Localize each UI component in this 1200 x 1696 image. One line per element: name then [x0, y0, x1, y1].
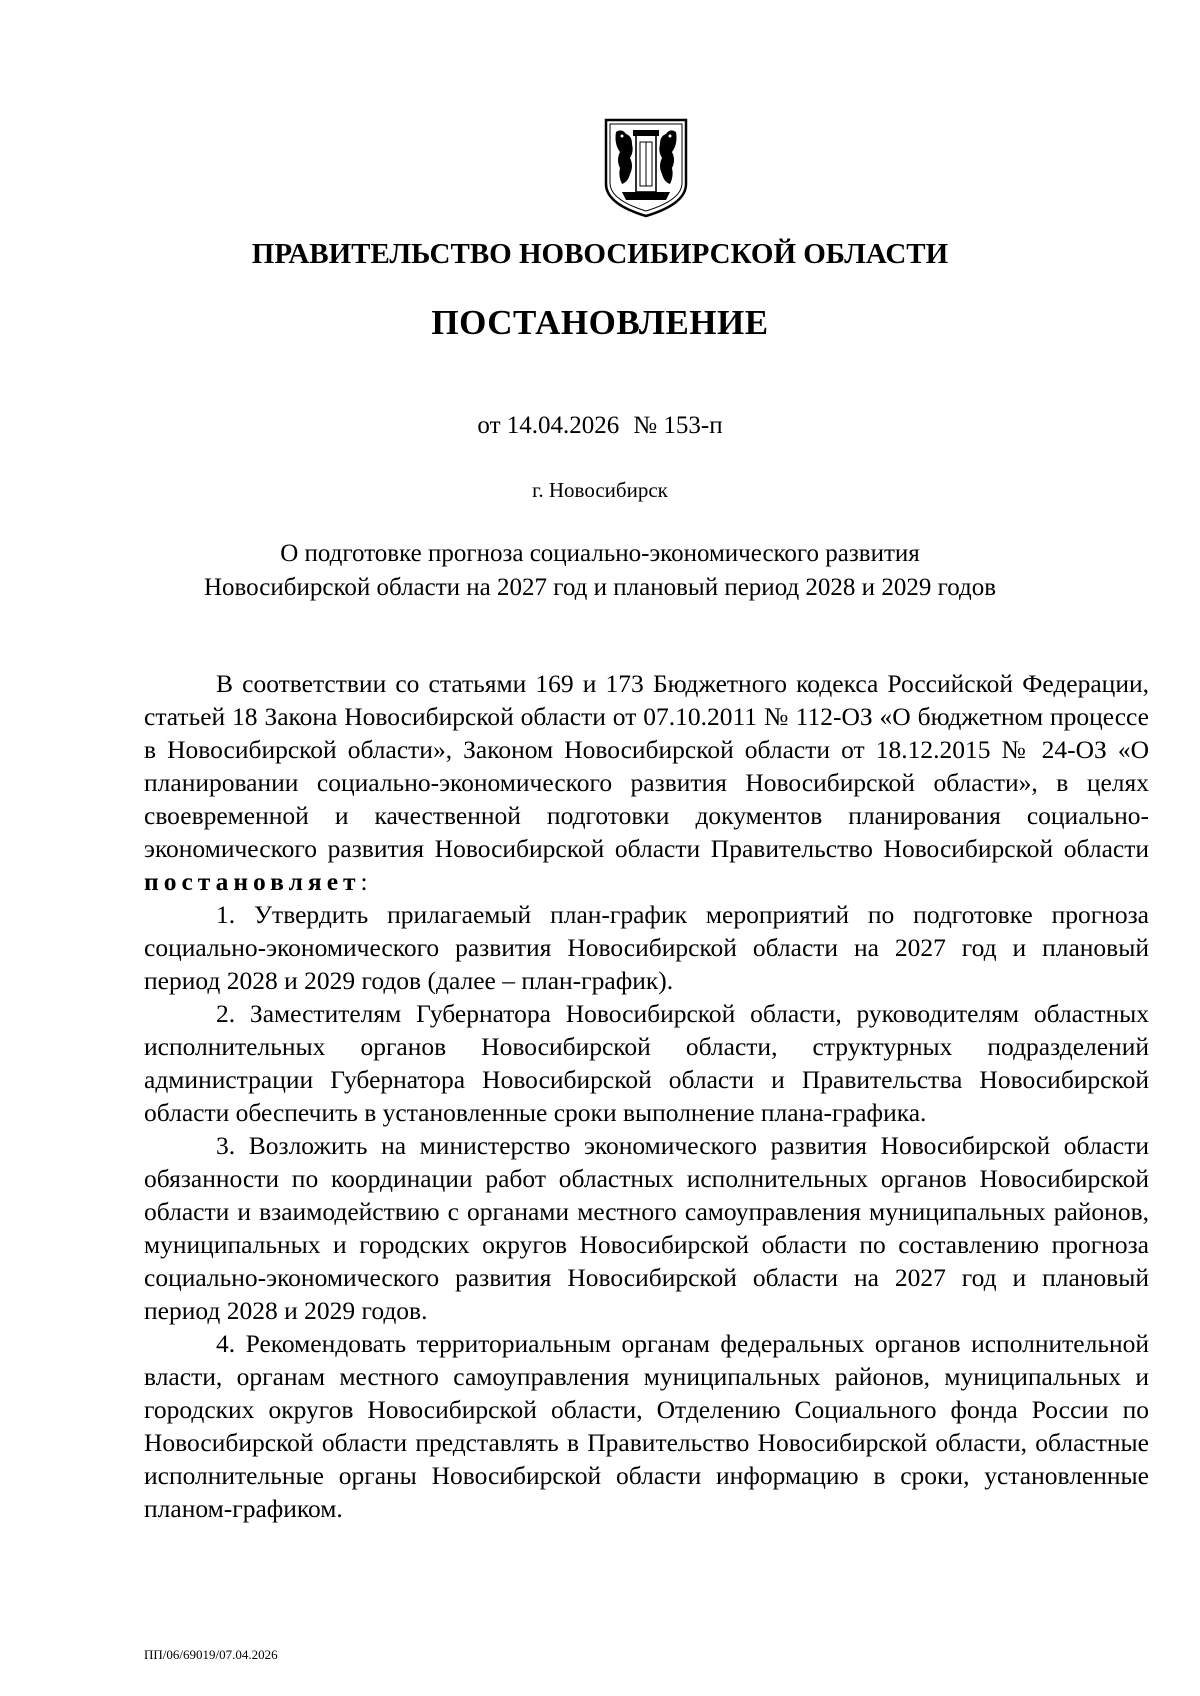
preamble-paragraph — [144, 667, 1149, 898]
subject-line-2: Новосибирской области на 2027 год и плановый период 2028 и 2029 годов — [203, 574, 997, 601]
preamble-text: В соответствии со статьями 169 и 173 Бюджетного кодекса Российской Федерации, статьей 18 Закона Новосибирской области от 07.10.2011 № 112-ОЗ «О бюджетном процессе в Новосибирской области», Законом Новосибирской области от 18.12.2015 № 24-ОЗ «О планировании социально-экономического развития Новосибирской области», в целях своевременной и качественной подготовки документов планирования социально-экономического развития Новосибирской области Правительство Новосибирской области — [144, 669, 1149, 863]
resolves-word: постановляет — [144, 867, 361, 896]
document-body — [144, 667, 1149, 1525]
item-2: 2. Заместителям Губернатора Новосибирской области, руководителям областных исполнительных органов Новосибирской области, структурных подразделений администрации Губернатора Новосибирской области и Правительства Новосибирской области обеспечить в установленные сроки выполнение плана-графика. — [144, 999, 1149, 1127]
footer-document-code: ПП/06/69019/07.04.2026 — [144, 1647, 278, 1662]
organization-title: ПРАВИТЕЛЬСТВО НОВОСИБИРСКОЙ ОБЛАСТИ — [251, 238, 949, 270]
document-type-heading: ПОСТАНОВЛЕНИЕ — [431, 303, 769, 342]
document-date: от 14.04.2026 — [477, 412, 620, 439]
document-city: г. Новосибирск — [532, 478, 668, 502]
document-subject — [0, 537, 1200, 605]
item-3: 3. Возложить на министерство экономического развития Новосибирской области обязанности по координации работ областных исполнительных органов Новосибирской области и взаимодействию с органами местного самоуправления муниципальных районов, муниципальных и городских округов Новосибирской области по составлению прогноза социально-экономического развития Новосибирской области на 2027 год и плановый период 2028 и 2029 годов. — [144, 1131, 1149, 1325]
item-4: 4. Рекомендовать территориальным органам федеральных органов исполнительной власти, органам местного самоуправления муниципальных районов, муниципальных и городских округов Новосибирской области, Отделению Социального фонда России по Новосибирской области представлять в Правительство Новосибирской области, областные исполнительные органы Новосибирской области информацию в сроки, установленные планом-графиком. — [144, 1329, 1149, 1523]
document-number: № 153-п — [633, 412, 723, 439]
item-1: 1. Утвердить прилагаемый план-график мероприятий по подготовке прогноза социально-экономического развития Новосибирской области на 2027 год и плановый период 2028 и 2029 годов (далее – план-график). — [144, 900, 1149, 995]
subject-line-1: О подготовке прогноза социально-экономического развития — [280, 540, 920, 567]
resolves-colon: : — [360, 867, 368, 896]
coat-of-arms-icon — [602, 112, 690, 218]
date-number-line — [0, 410, 1200, 442]
